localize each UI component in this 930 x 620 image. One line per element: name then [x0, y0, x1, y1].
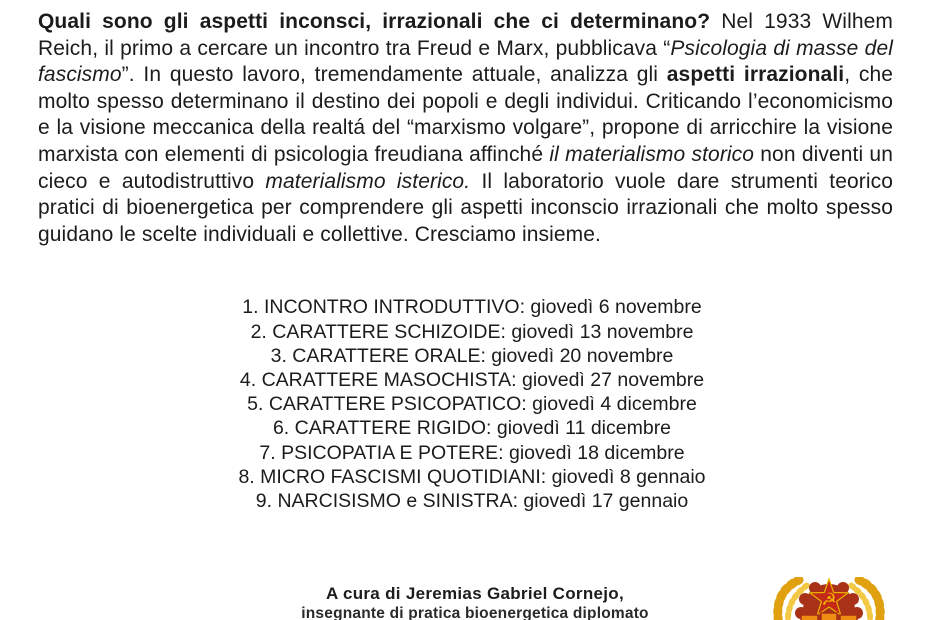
- schedule-item: 4. CARATTERE MASOCHISTA: giovedì 27 novembre: [239, 368, 705, 391]
- text-segment: , che molto spesso determinano il destino dei popoli e degli individui. Criticando l’economicismo e la visione meccanica della realtá del “marxismo volgare”, propone di arricchire la visione marxista con elementi di psicologia freudiana affinché: [38, 63, 894, 166]
- text-segment: materialismo isterico.: [265, 169, 471, 193]
- emblem-logo: [765, 577, 893, 620]
- schedule-list: [14, 295, 930, 513]
- footer-credits: [160, 583, 790, 620]
- schedule-item: 2. CARATTERE SCHIZOIDE: giovedì 13 novembre: [250, 320, 694, 343]
- curator-line: A cura di Jeremias Gabriel Cornejo,: [325, 584, 625, 603]
- schedule-item: 7. PSICOPATIA E POTERE: giovedì 18 dicembre: [259, 441, 685, 464]
- text-segment: non diventi un cieco e autodistruttivo: [38, 142, 893, 193]
- text-segment: il materialismo storico: [549, 142, 755, 166]
- schedule-item: 3. CARATTERE ORALE: giovedì 20 novembre: [270, 344, 674, 367]
- intro-paragraph: [38, 9, 893, 248]
- schedule-item: 1. INCONTRO INTRODUTTIVO: giovedì 6 novembre: [242, 296, 702, 319]
- schedule-item: 6. CARATTERE RIGIDO: giovedì 11 dicembre: [272, 417, 672, 440]
- text-segment: Nel 1933 Wilhem Reich, il primo a cercare un incontro tra Freud e Marx, pubblicava “: [38, 10, 893, 60]
- text-segment: aspetti irrazionali: [666, 63, 845, 87]
- text-segment: Psicologia di masse del fascismo: [38, 36, 893, 87]
- text-segment: Quali sono gli aspetti inconsci, irrazionali che ci determinano?: [38, 10, 722, 33]
- credential-line: insegnante di pratica bioenergetica diplomato: [301, 605, 649, 620]
- schedule-item: 8. MICRO FASCISMI QUOTIDIANI: giovedì 8 gennaio: [238, 465, 706, 488]
- hammer-sickle-emblem-icon: [765, 577, 893, 620]
- schedule-item: 5. CARATTERE PSICOPATICO: giovedì 4 dicembre: [247, 393, 697, 416]
- text-segment: Il laboratorio vuole dare strumenti teorico pratici di bioenergetica per comprendere gli aspetti inconscio irrazionali che molto spesso guidano le scelte individuali e collettive. Cresciamo insieme.: [38, 169, 893, 246]
- schedule-item: 9. NARCISISMO e SINISTRA: giovedì 17 gennaio: [255, 489, 689, 512]
- text-segment: ”. In questo lavoro, tremendamente attuale, analizza gli: [121, 63, 667, 87]
- hammer-sickle-icon: ☭: [821, 590, 837, 610]
